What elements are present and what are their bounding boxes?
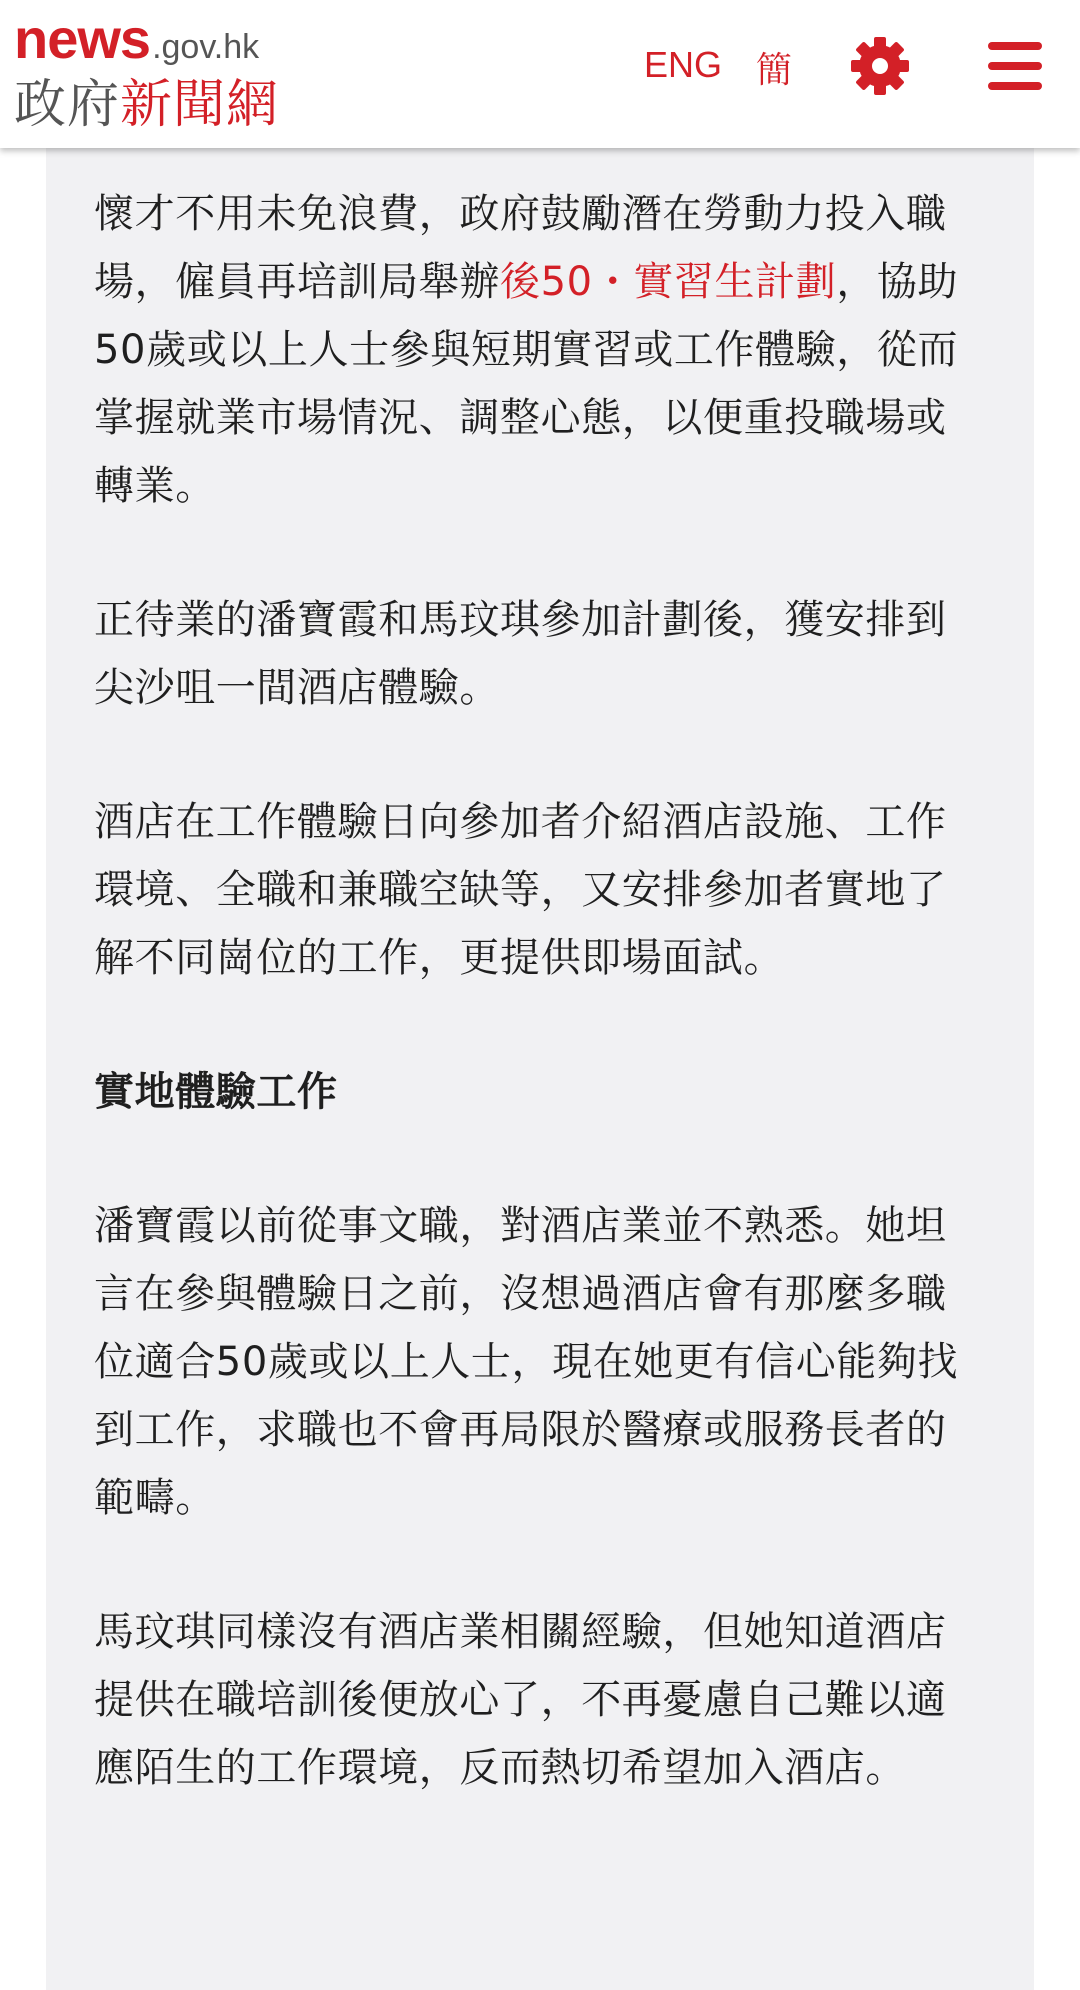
menu-bar-middle: [988, 62, 1042, 70]
article-paragraph-2: 正待業的潘寶霞和馬玟琪參加計劃後，獲安排到尖沙咀一間酒店體驗。: [94, 597, 947, 711]
article-paragraph-1: [94, 180, 974, 520]
news-gov-hk-logo[interactable]: [14, 6, 314, 135]
hamburger-menu-icon[interactable]: [988, 40, 1044, 92]
gear-icon[interactable]: [850, 36, 910, 96]
paragraph-1-intro: 懷才不用未免浪費，政府鼓勵潛在勞動力投入職場，僱員再培訓局舉辦: [94, 191, 947, 305]
simplified-chinese-link[interactable]: 簡: [756, 50, 793, 91]
article-paragraph-4: 潘寶霞以前從事文職，對酒店業並不熟悉。她坦言在參與體驗日之前，沒想過酒店會有那麼多職位適合50歲或以上人士，現在她更有信心能夠找到工作，求職也不會再局限於醫療或服務長者的範疇。: [94, 1203, 959, 1521]
menu-bar-top: [988, 42, 1042, 50]
menu-bar-bottom: [988, 82, 1042, 90]
logo-news-text: news: [14, 7, 151, 70]
article-paragraph-3: 酒店在工作體驗日向參加者介紹酒店設施、工作環境、全職和兼職空缺等，又安排參加者實地了解不同崗位的工作，更提供即場面試。: [94, 799, 947, 981]
site-header: [0, 0, 1080, 148]
logo-chinese-name: [14, 62, 279, 137]
article-subheading: 實地體驗工作: [94, 1069, 338, 1115]
logo-chinese-plain: 政府: [14, 75, 121, 135]
logo-domain-text: .gov.hk: [152, 28, 260, 66]
internship-scheme-link[interactable]: 後50・實習生計劃: [500, 259, 837, 305]
logo-chinese-red: 新聞網: [120, 75, 280, 135]
article-paragraph-5: 馬玟琪同樣沒有酒店業相關經驗，但她知道酒店提供在職培訓後便放心了，不再憂慮自己難以適應陌生的工作環境，反而熱切希望加入酒店。: [94, 1609, 947, 1791]
article-body: [94, 180, 974, 1802]
english-language-link[interactable]: ENG: [644, 44, 723, 85]
paragraph-1-rest: ，協助50歲或以上人士參與短期實習或工作體驗，從而掌握就業市場情況、調整心態，以便重投職場或轉業。: [94, 259, 959, 509]
